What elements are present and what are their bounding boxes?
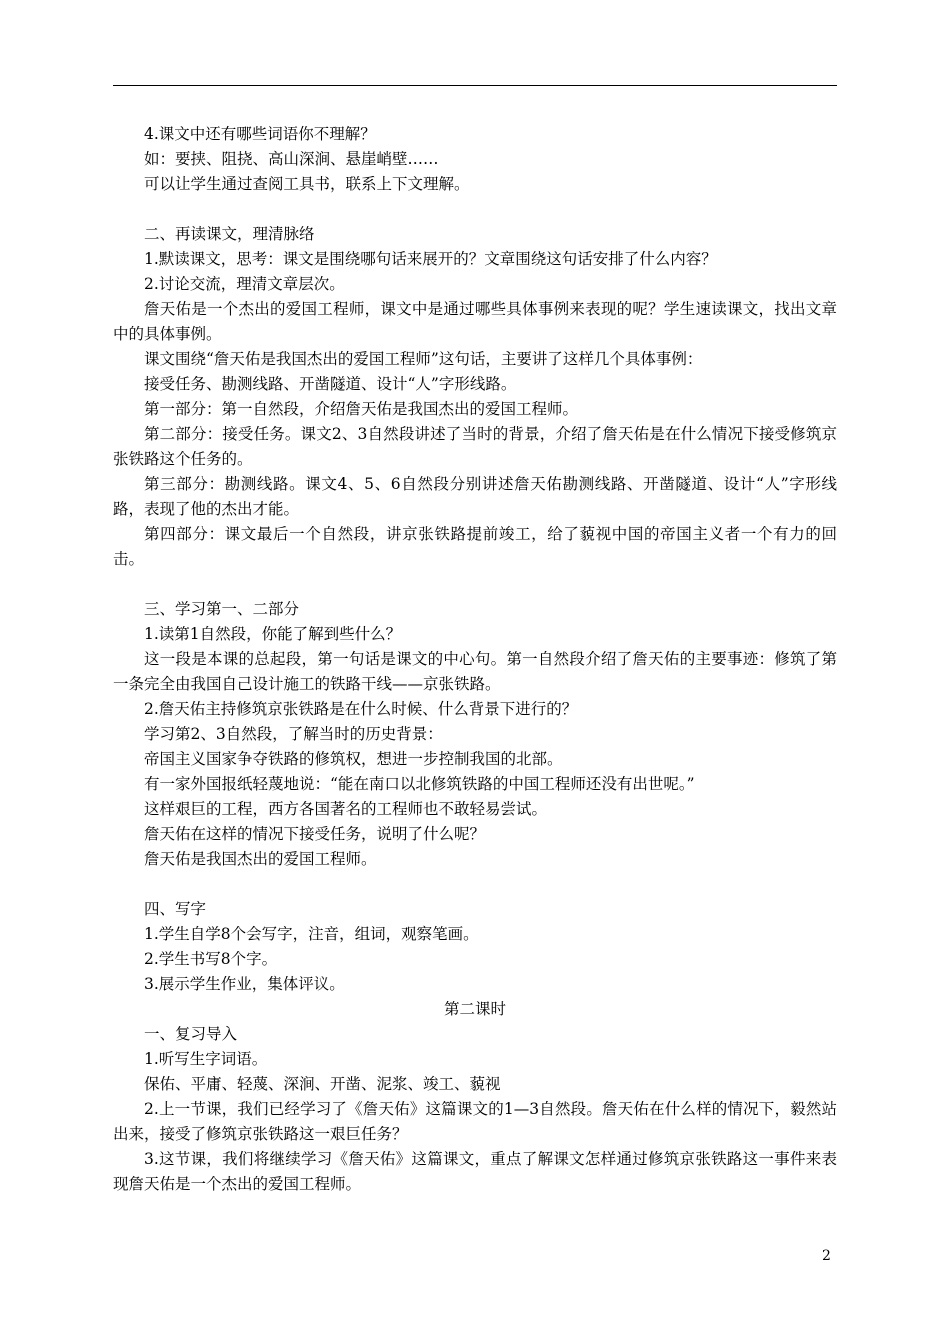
paragraph: 3.展示学生作业，集体评议。 [144, 975, 345, 993]
paragraph: 第三部分：勘测线路。课文4、5、6自然段分别讲述詹天佑勘测线路、开凿隧道、设计“人”字形线路，表现了他的杰出才能。 [113, 475, 837, 518]
paragraph: 保佑、平庸、轻蔑、深涧、开凿、泥浆、竣工、藐视 [144, 1075, 501, 1093]
paragraph: 第四部分：课文最后一个自然段，讲京张铁路提前竣工，给了藐视中国的帝国主义者一个有力的回击。 [113, 525, 837, 568]
paragraph: 2.学生书写8个字。 [144, 950, 278, 968]
header-rule [113, 85, 837, 86]
document-body [113, 122, 837, 1197]
section-heading: 二、再读课文，理清脉络 [144, 225, 315, 243]
paragraph: 詹天佑是一个杰出的爱国工程师，课文中是通过哪些具体事例来表现的呢？学生速读课文，找出文章中的具体事例。 [113, 300, 837, 343]
paragraph: 接受任务、勘测线路、开凿隧道、设计“人”字形线路。 [144, 375, 517, 393]
paragraph: 有一家外国报纸轻蔑地说：“能在南口以北修筑铁路的中国工程师还没有出世呢。” [144, 775, 695, 793]
paragraph: 1.默读课文，思考：课文是围绕哪句话来展开的？文章围绕这句话安排了什么内容？ [144, 250, 717, 268]
paragraph: 4.课文中还有哪些词语你不理解？ [144, 125, 376, 143]
section-heading: 一、复习导入 [144, 1025, 238, 1043]
paragraph: 詹天佑在这样的情况下接受任务，说明了什么呢？ [144, 825, 486, 843]
page-number: 2 [822, 1248, 831, 1264]
paragraph: 1.学生自学8个会写字，注音，组词，观察笔画。 [144, 925, 479, 943]
paragraph: 帝国主义国家争夺铁路的修筑权，想进一步控制我国的北部。 [144, 750, 563, 768]
paragraph: 课文围绕“詹天佑是我国杰出的爱国工程师”这句话，主要讲了这样几个具体事例： [144, 350, 703, 368]
paragraph: 第二部分：接受任务。课文2、3自然段讲述了当时的背景，介绍了詹天佑是在什么情况下接受修筑京张铁路这个任务的。 [113, 425, 837, 468]
paragraph: 2.上一节课，我们已经学习了《詹天佑》这篇课文的1—3自然段。詹天佑在什么样的情况下，毅然站出来，接受了修筑京张铁路这一艰巨任务？ [113, 1100, 837, 1143]
lesson-title: 第二课时 [443, 1000, 506, 1018]
paragraph: 这一段是本课的总起段，第一句话是课文的中心句。第一自然段介绍了詹天佑的主要事迹：修筑了第一条完全由我国自己设计施工的铁路干线——京张铁路。 [113, 650, 837, 693]
section-heading: 四、写字 [144, 900, 207, 918]
paragraph: 第一部分：第一自然段，介绍詹天佑是我国杰出的爱国工程师。 [144, 400, 579, 418]
paragraph: 2.詹天佑主持修筑京张铁路是在什么时候、什么背景下进行的？ [144, 700, 578, 718]
section-heading: 三、学习第一、二部分 [144, 600, 300, 618]
paragraph: 可以让学生通过查阅工具书，联系上下文理解。 [144, 175, 470, 193]
paragraph: 詹天佑是我国杰出的爱国工程师。 [144, 850, 377, 868]
paragraph: 这样艰巨的工程，西方各国著名的工程师也不敢轻易尝试。 [144, 800, 548, 818]
paragraph: 如：要挟、阻挠、高山深涧、悬崖峭壁…… [144, 150, 439, 168]
paragraph: 1.听写生字词语。 [144, 1050, 268, 1068]
paragraph: 学习第2、3自然段，了解当时的历史背景： [144, 725, 443, 743]
paragraph: 3.这节课，我们将继续学习《詹天佑》这篇课文，重点了解课文怎样通过修筑京张铁路这一事件来表现詹天佑是一个杰出的爱国工程师。 [113, 1150, 837, 1193]
paragraph: 1.读第1自然段，你能了解到些什么？ [144, 625, 402, 643]
paragraph: 2.讨论交流，理清文章层次。 [144, 275, 345, 293]
